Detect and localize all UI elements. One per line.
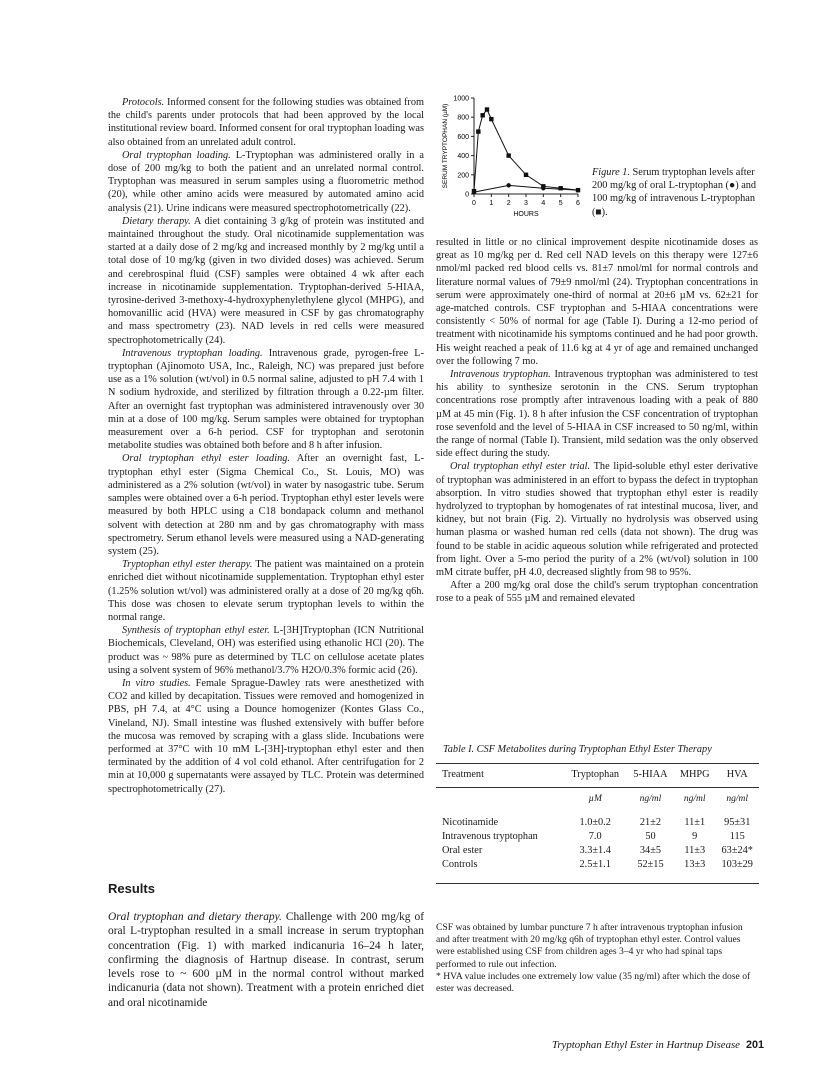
paragraph-ester-loading: Oral tryptophan ethyl ester loading. After an overnight fast, L-tryptophan ethyl ester (Sigma Chemical Co., St. Louis, MO) was administered as a 2% solution (wt/vol) in water by nasogastric tube. Serum samples were obtained over a 6-h period. Tryptophan ethyl ester levels were measured by both HPLC using a C18 bondapack column and methanol solvent with detection at 280 nm and by gas chromatography with mass spectrometry. Serum ethanol levels were measured using a NAD-generating system (25).	[108, 453, 424, 557]
data-point-intravenous	[476, 129, 480, 133]
table-row: Nicotinamide 1.0±0.2 21±2 11±1 95±31	[442, 817, 751, 829]
figure-1-chart	[436, 92, 586, 217]
paragraph-oral-dose: After a 200 mg/kg oral dose the child's serum tryptophan concentration rose to a peak of 555 µM and remained elevated	[436, 580, 758, 605]
paragraph-continued: resulted in little or no clinical improvement despite nicotinamide doses as great as 10 mg/kg per d. Red cell NAD levels on this therapy were 127±6 nmol/ml packed red blood cells vs. 81±7 nmol/ml for normal controls and literature normal values of 79±9 nmol/ml (24). Tryptophan concentrations in serum were approximately one-third of normal at 20±6 µM vs. 62±21 for age-matched controls. CSF tryptophan and 5-HIAA concentrations were consistently < 50% of normal for age (Table I). During a 12-mo period of treatment with nicotinamide his symptoms continued and he had poor growth. His weight reached a peak of 11.6 kg at 4 yr of age and remained unchanged over the following 7 mo.	[436, 237, 758, 367]
column-header: Treatment	[442, 769, 484, 780]
x-tick-label: 5	[558, 200, 563, 207]
paragraph-iv-loading: Intravenous tryptophan loading. Intravenous grade, pyrogen-free L-tryptophan (Ajinomoto USA, Inc., Raleigh, NC) was prepared just before use as a 1% solution (wt/vol) in 0.5 normal saline, adjusted to pH 7.4 with 1 N sodium hydroxide, and sterilized by filtration through a 0.22-µm filter. After an overnight fast tryptophan was administered intravenously over 30 min at a dose of 100 mg/kg. Serum samples were obtained for tryptophan measurement over a 6-h period. CSF for tryptophan and serotonin metabolite studies was obtained both before and 8 h after infusion.	[108, 347, 424, 452]
data-point-intravenous	[485, 107, 489, 111]
column-header: Tryptophan	[571, 769, 620, 780]
data-point-oral	[541, 186, 545, 190]
paragraph-iv-tryptophan: Intravenous tryptophan. Intravenous tryptophan was administered to test his ability to synthesize serotonin in the CNS. Serum tryptophan concentrations rose promptly after intravenous loading with a peak of 880 µM at 45 min (Fig. 1). 8 h after infusion the CSF concentration of tryptophan rose sevenfold and the level of 5-HIAA in CSF increased to 50 ng/ml, within the range of normal (Table I). Transient, mild sedation was the only observed side effect during the study.	[436, 369, 759, 460]
data-point-oral	[576, 188, 580, 192]
results-paragraph: Oral tryptophan and dietary therapy. Challenge with 200 mg/kg of oral L-tryptophan resulted in a small increase in serum tryptophan concentration (Fig. 1) with marked indicanuria 16–24 h later, confirming the diagnosis of Hartnup disease. In contrast, serum levels rose to ~ 600 µM in the normal control without marked indicanuria (data not shown). Treatment with a protein enriched diet and oral nicotinamide	[108, 911, 424, 1009]
left-column	[108, 96, 424, 796]
paragraph-dietary-therapy: Dietary therapy. A diet containing 3 g/kg of protein was instituted and maintained throughout the study. Oral nicotinamide supplementation was started at a daily dose of 2 mg/kg and increased monthly by 2 mg/kg until a total dose of 10 mg/kg (given in two divided doses) was achieved. Serum and cerebrospinal fluid (CSF) samples were obtained 4 wk after each increase in nicotinamide supplementation. Tryptophan-derived 5-HIAA, tyrosine-derived 3-methoxy-4-hydroxyphenylethylene glycol (MHPG), and homovanillic acid (HVA) were measured in CSF by gas chromatography and mass spectrometry (23). NAD levels in red cells were measured spectrophotometrically (24).	[108, 215, 424, 346]
y-tick-label: 400	[457, 153, 469, 161]
table-row: Controls 2.5±1.1 52±15 13±3 103±29	[442, 858, 753, 870]
data-point-intravenous	[506, 153, 510, 157]
y-tick-label: 1000	[453, 95, 469, 103]
data-point-intravenous	[480, 113, 484, 117]
x-tick-label: 4	[541, 200, 546, 207]
column-header: HVA	[726, 769, 748, 780]
figure-caption: Figure 1. Serum tryptophan levels after 200 mg/kg of oral L-tryptophan (●) and 100 mg/kg of intravenous L-tryptophan (■).	[592, 167, 757, 218]
table-footnote: * HVA value includes one extremely low value (35 ng/ml) after which the dose of ester was decreased.	[436, 970, 751, 995]
chart-marks	[472, 107, 580, 194]
data-point-intravenous	[524, 173, 528, 177]
table-row: Intravenous tryptophan 7.0 50 9 115	[442, 831, 745, 843]
x-tick-label: 2	[506, 200, 511, 207]
table-bottom-rule	[436, 883, 759, 884]
paragraph-ester-trial: Oral tryptophan ethyl ester trial. The lipid-soluble ethyl ester derivative of tryptophan was administered in an effort to bypass the defect in tryptophan absorption. In vitro studies showed that tryptophan ethyl ester is readily hydrolyzed to tryptophan by homogenates of rat intestinal mucosa, liver, and kidney, but not brain (Fig. 2). Virtually no hydrolysis was observed using human plasma or washed human red cells (data not shown). The drug was found to be stable in acidic aqueous solution while refrigerated and protected from light. Over a 5-mo period the purity of a 2% (wt/vol) solution in 100 mM citrate buffer, pH 4.0, decreased slightly from 98 to 95%.	[436, 461, 758, 579]
x-axis-label: HOURS	[513, 211, 539, 217]
results-heading: Results	[108, 881, 155, 896]
table-title: Table I. CSF Metabolites during Tryptophan Ethyl Ester Therapy	[443, 744, 712, 755]
series-line-intravenous	[474, 110, 578, 192]
y-axis-label: SERUM TRYPTOPHAN (µM)	[442, 103, 449, 189]
right-column	[436, 236, 758, 606]
x-tick-label: 1	[489, 200, 494, 207]
data-point-intravenous	[489, 117, 493, 121]
x-tick-label: 0	[472, 200, 476, 207]
paragraph-in-vitro: In vitro studies. Female Sprague-Dawley rats were anesthetized with CO2 and killed by decapitation. Tissues were removed and homogenized in PBS, pH 7.4, at 4°C using a Dounce homogenizer (Kontes Glass Co., Vineland, NJ). Small intestine was flushed extensively with buffer before the mucosa was removed by scraping with a glass slide. Incubations were performed at 37°C with 10 mM L-[3H]-tryptophan ethyl ester and then terminated by the addition of 4 vol cold ethanol. After centrifugation for 2 min at 10,000 g supernatants were assayed by TLC. Protein was determined spectrophotometrically (27).	[108, 677, 425, 795]
data-point-oral	[506, 183, 510, 187]
page-number: 201	[745, 1039, 764, 1051]
units-row: µM ng/ml ng/ml ng/ml	[588, 794, 749, 804]
paragraph-oral-loading: Oral tryptophan loading. L-Tryptophan was administered orally in a dose of 200 mg/kg to both the patient and an unrelated normal control. Tryptophan was measured in serum samples using a fluorometric method (20), while other amino acids were measured by automated amino acid analysis (21). Urine indicans were measured spectrophotometrically (22).	[108, 149, 424, 214]
paragraph-synthesis: Synthesis of tryptophan ethyl ester. L-[3H]Tryptophan (ICN Nutritional Biochemicals, Cleveland, OH) was esterified using ethanolic HCl (20). The product was ~ 98% pure as determined by TLC on cellulose acetate plates using a solvent system of 96% methanol/3.7% H2O/0.3% formic acid (26).	[108, 625, 424, 676]
y-tick-label: 0	[465, 191, 469, 199]
y-tick-label: 800	[457, 114, 469, 122]
column-header: MHPG	[679, 769, 710, 780]
running-footer: Tryptophan Ethyl Ester in Hartnup Disease 201	[551, 1039, 764, 1051]
csf-metabolites-table	[436, 764, 759, 871]
y-tick-label: 200	[457, 172, 469, 180]
table-notes	[436, 922, 758, 995]
x-tick-label: 6	[576, 200, 580, 207]
table-row: Oral ester 3.3±1.4 34±5 11±3 63±24*	[442, 844, 753, 856]
data-point-oral	[472, 190, 476, 194]
paragraph-protocols: Protocols. Informed consent for the following studies was obtained from the child's parents under protocols that had been approved by the local institutional review board. Informed consent for oral tryptophan loading was also obtained from an unrelated adult control.	[108, 97, 424, 148]
table-note: CSF was obtained by lumbar puncture 7 h after intravenous tryptophan infusion and after treatment with 20 mg/kg q6h of tryptophan ethyl ester. Control values were established using CSF from children ages 3–4 yr who had spinal taps performed to rule out infection.	[436, 922, 743, 970]
chart-axes	[442, 96, 580, 218]
paragraph-ester-therapy: Tryptophan ethyl ester therapy. The patient was maintained on a protein enriched diet without nicotinamide supplementation. Tryptophan ethyl ester (1.25% solution wt/vol) was administered orally at a dose of 20 mg/kg q6h. This dose was chosen to elevate serum tryptophan levels to within the normal range.	[108, 559, 424, 623]
y-tick-label: 600	[457, 133, 469, 141]
column-header: 5-HIAA	[633, 769, 668, 780]
x-tick-label: 3	[524, 200, 528, 207]
table-1	[436, 763, 759, 884]
